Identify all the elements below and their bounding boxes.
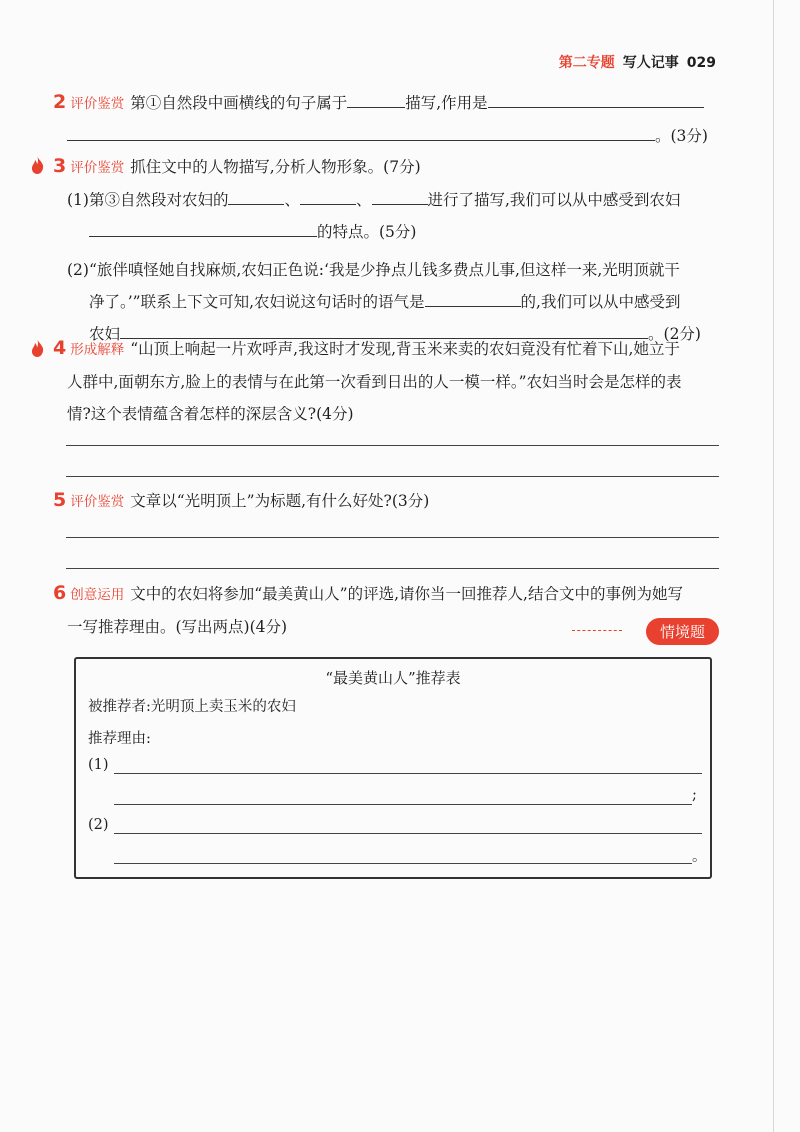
- question-text: 描写,作用是: [405, 94, 488, 112]
- question-text: 第①自然段中画横线的句子属于: [130, 94, 348, 112]
- question-text: 进行了描写,我们可以从中感受到农妇: [427, 191, 681, 209]
- question-text: 净了。’”联系上下文可知,农妇说这句话时的语气是: [89, 293, 425, 311]
- line-end-punct: 。: [692, 849, 707, 865]
- question-6: [53, 577, 719, 643]
- nominee-line: 被推荐者:光明顶上卖玉米的农妇: [88, 699, 296, 715]
- question-number: 4: [53, 337, 67, 359]
- answer-blank[interactable]: [425, 288, 521, 307]
- question-text: 文章以“光明顶上”为标题,有什么好处?(3分): [130, 492, 430, 510]
- question-2: [53, 86, 719, 152]
- question-5: [53, 484, 719, 518]
- answer-blank[interactable]: [67, 122, 655, 141]
- line-end-punct: ;: [692, 787, 697, 803]
- question-text: “山顶上响起一片欢呼声,我这时才发现,背玉米来卖的农妇竟没有忙着下山,她立于: [130, 340, 680, 358]
- question-4: [53, 332, 719, 430]
- flame-icon: [31, 340, 44, 357]
- answer-line[interactable]: [66, 537, 719, 538]
- question-type-tag: 创意运用: [70, 587, 125, 603]
- answer-line[interactable]: [114, 773, 702, 774]
- answer-blank[interactable]: [488, 89, 704, 108]
- score-note: 。(2分): [648, 325, 701, 343]
- separator: 、: [355, 191, 372, 209]
- question-text: 一写推荐理由。(写出两点)(4分): [67, 618, 288, 636]
- question-text: 的特点。(5分): [317, 223, 417, 241]
- answer-line[interactable]: [114, 833, 702, 834]
- page-number: 029: [686, 55, 716, 71]
- reason-2-label: (2): [88, 817, 109, 833]
- answer-blank[interactable]: [228, 186, 284, 205]
- answer-blank[interactable]: [347, 89, 405, 108]
- answer-blank[interactable]: [89, 218, 317, 237]
- header-chapter: 写人记事: [622, 55, 679, 71]
- reason-1-label: (1): [88, 757, 109, 773]
- form-title: “最美黄山人”推荐表: [325, 669, 461, 687]
- question-type-tag: 评价鉴赏: [70, 96, 125, 112]
- question-text: 抓住文中的人物描写,分析人物形象。(7分): [130, 158, 421, 176]
- recommendation-form: [74, 657, 712, 879]
- question-3: [53, 150, 719, 350]
- scenario-badge: 情境题: [646, 618, 719, 645]
- question-number: 6: [53, 582, 67, 604]
- question-number: 3: [53, 155, 67, 177]
- answer-line[interactable]: [66, 445, 719, 446]
- score-note: 。(3分): [655, 127, 708, 145]
- page-edge: [773, 0, 774, 1132]
- question-text: 文中的农妇将参加“最美黄山人”的评选,请你当一回推荐人,结合文中的事例为她写: [130, 585, 683, 603]
- flame-icon: [31, 157, 44, 174]
- page-header: [559, 52, 716, 72]
- question-text: 情?这个表情蕴含着怎样的深层含义?(4分): [67, 405, 354, 423]
- header-topic: 第二专题: [558, 55, 615, 71]
- answer-blank[interactable]: [300, 186, 356, 205]
- answer-blank[interactable]: [372, 186, 428, 205]
- question-type-tag: 形成解释: [70, 342, 125, 358]
- question-number: 2: [53, 91, 67, 113]
- subquestion-1: [53, 184, 719, 248]
- question-text: (2)“旅伴嗔怪她自找麻烦,农妇正色说:‘我是少挣点儿钱多费点儿事,但这样一来,光明顶就干: [67, 261, 680, 279]
- question-text: 农妇: [89, 325, 121, 343]
- question-text: 人群中,面朝东方,脸上的表情与在此第一次看到日出的人一模一样。”农妇当时会是怎样的表: [67, 373, 682, 391]
- decorative-dashes: [572, 630, 622, 631]
- separator: 、: [284, 191, 300, 209]
- answer-line[interactable]: [66, 476, 719, 477]
- question-type-tag: 评价鉴赏: [70, 494, 125, 510]
- answer-line[interactable]: [114, 804, 692, 805]
- question-text: (1)第③自然段对农妇的: [67, 191, 229, 209]
- question-number: 5: [53, 489, 67, 511]
- question-type-tag: 评价鉴赏: [70, 160, 125, 176]
- answer-line[interactable]: [114, 863, 692, 864]
- question-text: 的,我们可以从中感受到: [520, 293, 681, 311]
- answer-line[interactable]: [66, 568, 719, 569]
- reason-label: 推荐理由:: [88, 731, 151, 747]
